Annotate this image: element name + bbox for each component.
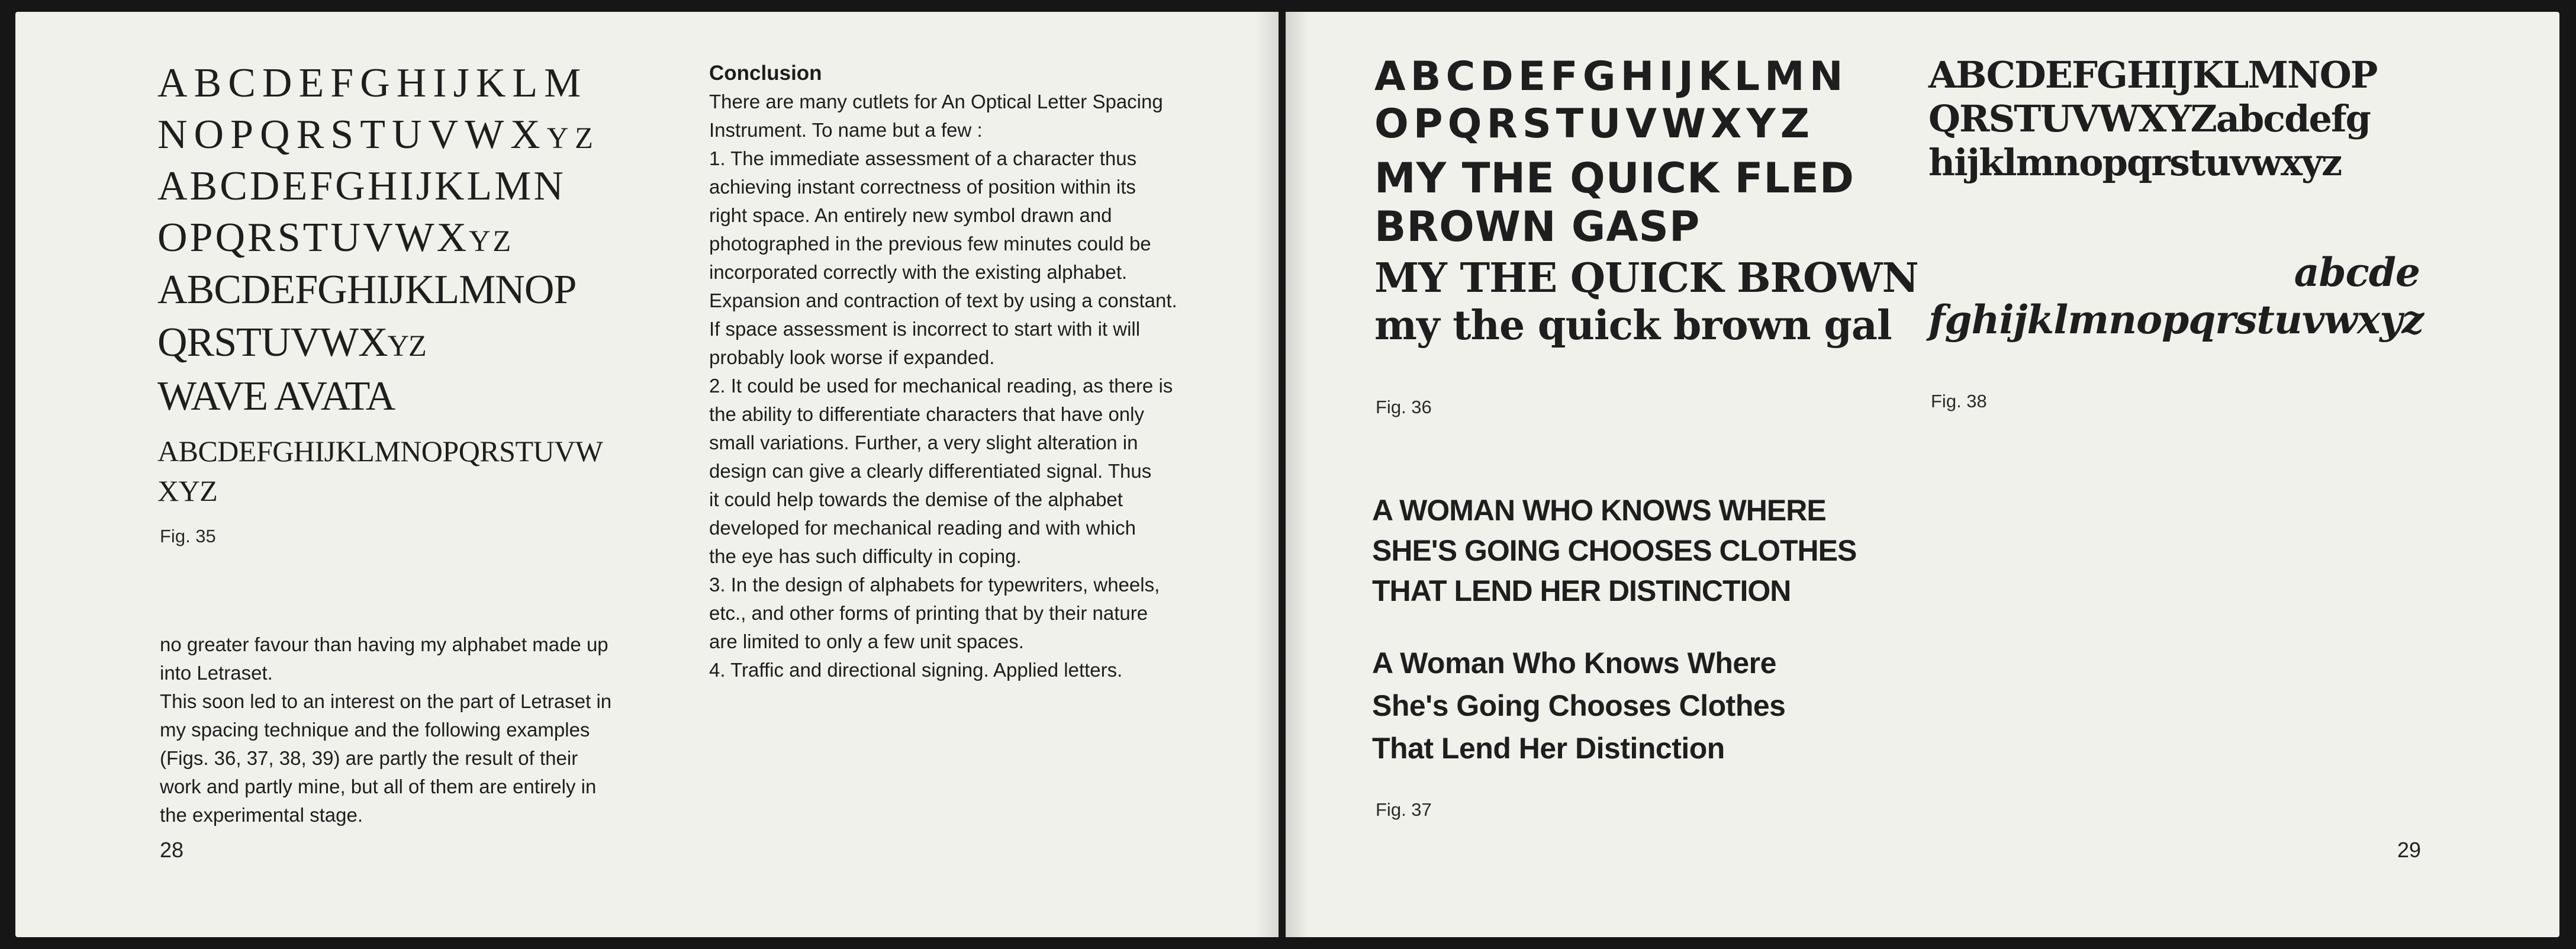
fig37-line: She's Going Chooses Clothes — [1372, 689, 1786, 722]
fig37-line: A Woman Who Knows Where — [1372, 646, 1776, 680]
conclusion-line: it could help towards the demise of the alphabet — [709, 488, 1123, 510]
conclusion-line: developed for mechanical reading and with which — [709, 517, 1136, 539]
fig36-line: MY THE QUICK FLED — [1374, 154, 1854, 202]
fig35-line: XYZ — [157, 474, 218, 507]
conclusion-line: If space assessment is incorrect to start with it will — [709, 318, 1141, 340]
fig36-caption: Fig. 36 — [1376, 397, 1432, 417]
conclusion-line: Instrument. To name but a few : — [709, 119, 983, 141]
body-line: the experimental stage. — [160, 804, 363, 826]
page-number-right: 29 — [2397, 838, 2422, 862]
conclusion-line: 1. The immediate assessment of a character thus — [709, 147, 1137, 169]
conclusion-line: 2. It could be used for mechanical reading, as there is — [709, 375, 1173, 397]
conclusion-line: the ability to differentiate characters that have only — [709, 403, 1144, 425]
right-page — [1286, 12, 2559, 937]
left-page — [15, 12, 1279, 937]
fig36-line: MY THE QUICK BROWN — [1374, 255, 1918, 302]
conclusion-line: design can give a clearly differentiated signal. Thus — [709, 460, 1152, 482]
page-number-left: 28 — [160, 838, 184, 862]
fig35-line: ABCDEFGHIJKLM — [157, 60, 588, 106]
conclusion-line: 4. Traffic and directional signing. Applied letters. — [709, 659, 1123, 681]
conclusion-line: photographed in the previous few minutes could be — [709, 233, 1151, 255]
conclusion-line: incorporated correctly with the existing alphabet. — [709, 261, 1128, 283]
fig36-line: my the quick brown gal — [1374, 302, 1892, 349]
fig35-line: ABCDEFGHIJKLMNOP — [157, 267, 577, 313]
fig37-line: A WOMAN WHO KNOWS WHERE — [1372, 494, 1826, 527]
body-line: my spacing technique and the following examples — [160, 719, 590, 741]
fig37-line: THAT LEND HER DISTINCTION — [1372, 574, 1791, 607]
body-line: into Letraset. — [160, 662, 273, 684]
conclusion-line: etc., and other forms of printing that by their nature — [709, 602, 1148, 624]
body-line: work and partly mine, but all of them are entirely in — [160, 776, 597, 797]
conclusion-line: probably look worse if expanded. — [709, 346, 995, 368]
fig38-specimen — [1928, 53, 2377, 185]
fig35-line: OPQRSTUVWXYZ — [157, 215, 514, 260]
fig38-line: fghijklmnopqrstuvwxyz — [1928, 297, 2424, 343]
fig38-line: ABCDEFGHIJKLMNOP — [1928, 53, 2377, 96]
fig35-line: ABCDEFGHIJKLMN — [157, 163, 566, 209]
gutter-shadow-right — [1286, 12, 1309, 937]
conclusion-line: right space. An entirely new symbol drawn and — [709, 204, 1112, 226]
fig36-line: ABCDEFGHIJKLMN — [1374, 53, 1848, 100]
fig36-line: OPQRSTUVWXYZ — [1374, 101, 1814, 147]
conclusion-heading: Conclusion — [709, 62, 822, 85]
fig37-line: SHE'S GOING CHOOSES CLOTHES — [1372, 534, 1857, 567]
conclusion-line: achieving instant correctness of position within its — [709, 176, 1136, 198]
body-paragraph — [160, 630, 611, 829]
gutter-shadow-left — [1255, 12, 1279, 937]
fig38-line: QRSTUVWXYZabcdefg — [1928, 97, 2370, 140]
fig38-caption: Fig. 38 — [1931, 391, 1987, 411]
conclusion-line: the eye has such difficulty in coping. — [709, 545, 1022, 567]
conclusion-line: 3. In the design of alphabets for typewriters, wheels, — [709, 574, 1160, 596]
fig36-line: BROWN GASP — [1374, 202, 1701, 251]
fig35-line: ABCDEFGHIJKLMNOPQRSTUVW — [157, 435, 603, 468]
body-line: no greater favour than having my alphabet made up — [160, 633, 608, 655]
conclusion-line: are limited to only a few unit spaces. — [709, 630, 1024, 652]
conclusion-section — [709, 59, 1177, 684]
body-line: (Figs. 36, 37, 38, 39) are partly the result of their — [160, 747, 578, 769]
fig38-italic-specimen — [1928, 249, 2424, 343]
fig38-line: abcde — [2294, 249, 2420, 295]
fig35-line: WAVE AVATA — [157, 374, 395, 419]
fig35-specimen — [157, 59, 603, 512]
fig37-caption: Fig. 37 — [1376, 799, 1432, 820]
body-line: This soon led to an interest on the part of Letraset in — [160, 690, 612, 712]
conclusion-line: There are many cutlets for An Optical Letter Spacing — [709, 91, 1163, 112]
fig35-line: QRSTUVWXYZ — [157, 320, 426, 365]
fig35-caption: Fig. 35 — [160, 526, 216, 546]
fig35-line: NOPQRSTUVWXYZ — [157, 112, 600, 157]
fig38-line: hijklmnopqrstuvwxyz — [1928, 141, 2342, 184]
conclusion-line: Expansion and contraction of text by using a constant. — [709, 289, 1177, 311]
fig37-specimen — [1372, 490, 1856, 770]
fig36-specimen — [1374, 53, 1918, 349]
fig37-line: That Lend Her Distinction — [1372, 732, 1725, 765]
conclusion-line: small variations. Further, a very slight alteration in — [709, 432, 1138, 453]
